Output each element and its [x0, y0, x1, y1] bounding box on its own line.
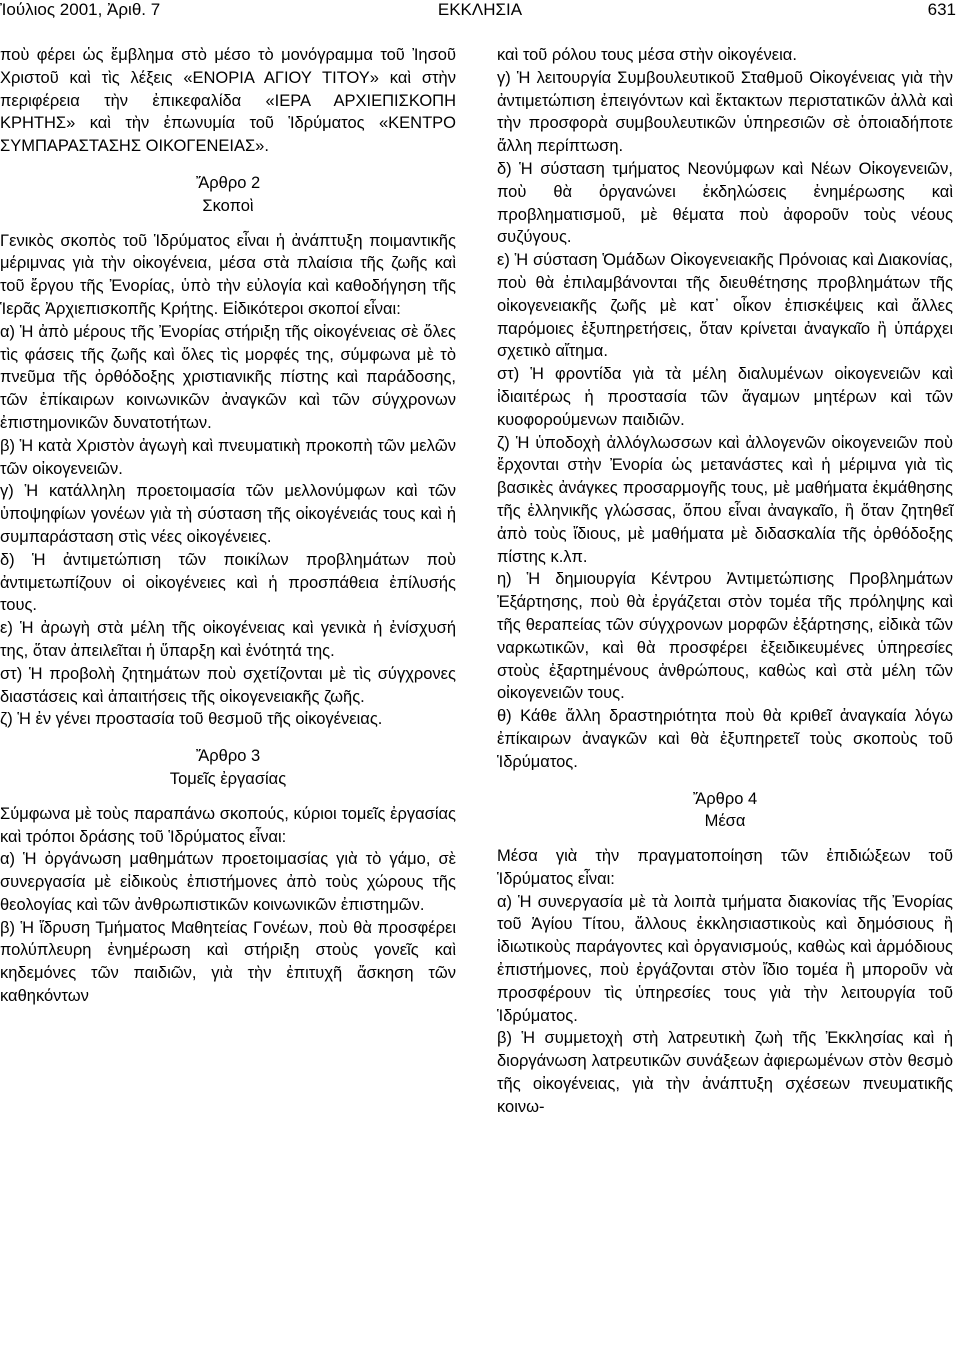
journal-title: ΕΚΚΛΗΣΙΑ	[437, 0, 523, 19]
left-column	[0, 44, 456, 1008]
article-2-item: β) Ἡ κατὰ Χριστὸν ἀγωγὴ καὶ πνευματικὴ προκοπὴ τῶν μελῶν τῶν οἰκογενειῶν.	[0, 436, 456, 478]
article-4-heading	[497, 788, 953, 834]
article-2-subtitle: Σκοποὶ	[202, 196, 254, 215]
article-3-item: α) Ἡ ὀργάνωση μαθημάτων προετοιμασίας γιὰ τὸ γάμο, σὲ συνεργασία μὲ εἰδικοὺς ἐπιστήμονες ἀπὸ τοὺς χώρους τῆς θεολογίας καὶ τῶν ἀνθρωπιστικῶν κοινωνικῶν ἐπιστημῶν.	[0, 850, 456, 914]
article-2-title: Ἄρθρο 2	[195, 173, 261, 192]
article-2-heading	[0, 172, 456, 218]
article-2-intro: Γενικὸς σκοπὸς τοῦ Ἱδρύματος εἶναι ἡ ἀνάπτυξη ποιμαντικῆς μέριμνας γιὰ τὴν οἰκογένεια, μέσα στὰ πλαίσια τῆς ζωῆς καὶ τοῦ ἔργου τῆς Ἐνορίας, ὑπὸ τὴν εὐλογία καὶ καθοδήγηση τῆς Ἱερᾶς Ἀρχιεπισκοπῆς Κρήτης. Εἰδικότεροι σκοποί εἶναι:	[0, 231, 456, 318]
intro-paragraph: ποὺ φέρει ὡς ἔμβλημα στὸ μέσο τὸ μονόγραμμα τοῦ Ἰησοῦ Χριστοῦ καὶ τὶς λέξεις «ΕΝΟΡΙΑ ΑΓΙΟΥ ΤΙΤΟΥ» καὶ στὴν περιφέρεια τὴν ἐπικεφαλίδα «ΙΕΡΑ ΑΡΧΙΕΠΙΣΚΟΠΗ ΚΡΗΤΗΣ» καὶ τὴν ἐπωνυμία τοῦ Ἱδρύματος «ΚΕΝΤΡΟ ΣΥΜΠΑΡΑΣΤΑΣΗΣ ΟΙΚΟΓΕΝΕΙΑΣ».	[0, 46, 456, 156]
article-2-item: δ) Ἡ ἀντιμετώπιση τῶν ποικίλων προβλημάτων ποὺ ἀντιμετωπίζουν οἱ οἰκογένειες καὶ ἡ προσπάθεια ἐπίλυσής τους.	[0, 550, 456, 615]
article-4-subtitle: Μέσα	[704, 812, 746, 831]
article-3-item: ζ) Ἡ ὑποδοχὴ ἀλλόγλωσσων καὶ ἀλλογενῶν οἰκογενειῶν ποὺ ἔρχονται στὴν Ἐνορία ὡς μετανάστες καὶ ἡ μέριμνα γιὰ τὶς βασικὲς ἀνάγκες προσαρμογῆς τους, μὲ μαθήματα ἐκμάθησης τῆς ἑλληνικῆς γλώσσας, ὅπου εἶναι ἀναγκαῖο, ἢ ὅταν ζητηθεῖ ἀπὸ τοὺς ἴδιους, μὲ μαθήματα μὲ διδασκαλία τῆς ὀρθόδοξης πίστης κ.λπ.	[497, 433, 953, 566]
article-3-title: Ἄρθρο 3	[195, 747, 261, 766]
article-2-item: γ) Ἡ κατάλληλη προετοιμασία τῶν μελλονύμφων καὶ τῶν ὑποψηφίων γονέων γιὰ τὴ σύσταση τῆς οἰκογένειάς τους καὶ ἡ συμπαράσταση στὶς νέες οἰκογένειες.	[0, 482, 456, 546]
issue-date: Ἰούλιος 2001, Ἀριθ. 7	[0, 0, 161, 19]
article-2-item: στ) Ἡ προβολὴ ζητημάτων ποὺ σχετίζονται μὲ τὶς σύγχρονες διαστάσεις καὶ ἀπαιτήσεις τῆς οἰκογενειακῆς ζωῆς.	[0, 664, 456, 706]
article-3-subtitle: Τομεῖς ἐργασίας	[169, 769, 287, 788]
page-number: 631	[927, 0, 956, 19]
article-3-item: θ) Κάθε ἄλλη δραστηριότητα ποὺ θὰ κριθεῖ ἀναγκαία λόγω ἐπίκαιρων ἀναγκῶν καὶ θὰ ἐξυπηρετεῖ τοὺς σκοποὺς τοῦ Ἱδρύματος.	[497, 707, 953, 771]
right-column	[497, 44, 953, 1119]
article-3-item: ε) Ἡ σύσταση Ὁμάδων Οἰκογενειακῆς Πρόνοιας καὶ Διακονίας, ποὺ θὰ ἐπιλαμβάνονται τῆς διευθέτησης προβλημάτων τῆς οἰκογενειακῆς ζωῆς μὲ κατ᾽ οἶκον ἐπισκέψεις καὶ ἄλλες παρόμοιες ἐξυπηρετήσεις, ὅταν κρίνεται ἀναγκαῖο ἢ ὑπάρχει σχετικὸ αἴτημα.	[497, 251, 953, 361]
article-3-intro: Σύμφωνα μὲ τοὺς παραπάνω σκοπούς, κύριοι τομεῖς ἐργασίας καὶ τρόποι δράσης τοῦ Ἱδρύματος εἶναι:	[0, 804, 456, 846]
article-3-item: δ) Ἡ σύσταση τμήματος Νεονύμφων καὶ Νέων Οἰκογενειῶν, ποὺ θὰ ὀργανώνει ἐκδηλώσεις ἐνημέρωσης καὶ προβληματισμοῦ, μὲ θέματα ποὺ ἀφοροῦν τοὺς νέους συζύγους.	[497, 159, 953, 247]
article-2-item: ε) Ἡ ἀρωγὴ στὰ μέλη τῆς οἰκογένειας καὶ γενικὰ ἡ ἐνίσχυσή της, ὅταν ἀπειλεῖται ἡ ὕπαρξη καὶ ἑνότητά της.	[0, 619, 456, 660]
running-header	[0, 0, 960, 22]
article-3-heading	[0, 745, 456, 791]
article-2-item: α) Ἡ ἀπὸ μέρους τῆς Ἐνορίας στήριξη τῆς οἰκογένειας σὲ ὅλες τὶς φάσεις τῆς ζωῆς καὶ ὅλες τὶς μορφές της, σύμφωνα μὲ τὸ πνεῦμα τῆς ὀρθόδοξης χριστιανικῆς πίστης καὶ παράδοσης, τῶν ἐπίκαιρων κοινωνικῶν ἀναγκῶν καὶ τῶν σύγχρονων ἐπιστημονικῶν δυνατοτήτων.	[0, 322, 456, 432]
article-4-item: α) Ἡ συνεργασία μὲ τὰ λοιπὰ τμήματα διακονίας τῆς Ἐνορίας τοῦ Ἁγίου Τίτου, ἄλλους ἐκκλησιαστικοὺς καὶ δημόσιους ἢ ἰδιωτικοὺς παράγοντες καὶ ὀργανισμούς, καθὼς καὶ ἁρμόδιους ἐπιστήμονες, ποὺ ἐργάζονται στὸν ἴδιο τομέα ἢ μποροῦν νὰ προσφέρουν τὶς ὑπηρεσίες τους γιὰ τὴν λειτουργία τοῦ Ἱδρύματος.	[497, 892, 953, 1025]
article-3-item: η) Ἡ δημιουργία Κέντρου Ἀντιμετώπισης Προβλημάτων Ἐξάρτησης, ποὺ θὰ ἐργάζεται στὸν τομέα τῆς πρόληψης καὶ τῆς θεραπείας τῶν σύγχρονων μορφῶν ἐξάρτησης, εἰδικὰ τῶν ναρκωτικῶν, καὶ θὰ προσφέρει ἐξειδικευμένες ὑπηρεσίες στοὺς ἐξαρτημένους ἀνθρώπους, καθὼς καὶ στὰ μέλη τῶν οἰκογενειῶν τους.	[497, 570, 953, 703]
article-3-item: στ) Ἡ φροντίδα γιὰ τὰ μέλη διαλυμένων οἰκογενειῶν καὶ ἰδιαιτέρως ἡ προστασία τῶν ἄγαμων μητέρων καὶ τῶν κυοφορούμενων παιδιῶν.	[497, 365, 953, 429]
article-2-item: ζ) Ἡ ἐν γένει προστασία τοῦ θεσμοῦ τῆς οἰκογένειας.	[0, 710, 383, 729]
article-3-item: β) Ἡ ἵδρυση Τμήματος Μαθητείας Γονέων, ποὺ θὰ προσφέρει πολύπλευρη ἐνημέρωση καὶ στήριξη στοὺς γονεῖς καὶ κηδεμόνες τῶν παιδιῶν, γιὰ τὴν ἐπιτυχῆ ἄσκηση τῶν καθηκόντων	[0, 918, 456, 1006]
article-4-item: β) Ἡ συμμετοχὴ στὴ λατρευτικὴ ζωὴ τῆς Ἐκκλησίας καὶ ἡ διοργάνωση λατρευτικῶν συνάξεων ἀφιερωμένων στὸν θεσμὸ τῆς οἰκογένειας, γιὰ τὴν ἀνάπτυξη σχέσεων πνευματικῆς κοινω-	[497, 1029, 953, 1116]
article-4-intro: Μέσα γιὰ τὴν πραγματοποίηση τῶν ἐπιδιώξεων τοῦ Ἱδρύματος εἶναι:	[497, 847, 953, 888]
continuation-line: καὶ τοῦ ρόλου τους μέσα στὴν οἰκογένεια.	[497, 46, 797, 64]
article-4-title: Ἄρθρο 4	[692, 789, 758, 808]
article-3-item: γ) Ἡ λειτουργία Συμβουλευτικοῦ Σταθμοῦ Οἰκογένειας γιὰ τὴν ἀντιμετώπιση ἐπειγόντων καὶ ἔκτακτων περιστατικῶν ἀλλὰ καὶ τὴν προσφορὰ συμβουλευτικῶν ὑπηρεσιῶν σὲ ὁποιαδήποτε ἄλλη περίπτωση.	[497, 68, 953, 156]
